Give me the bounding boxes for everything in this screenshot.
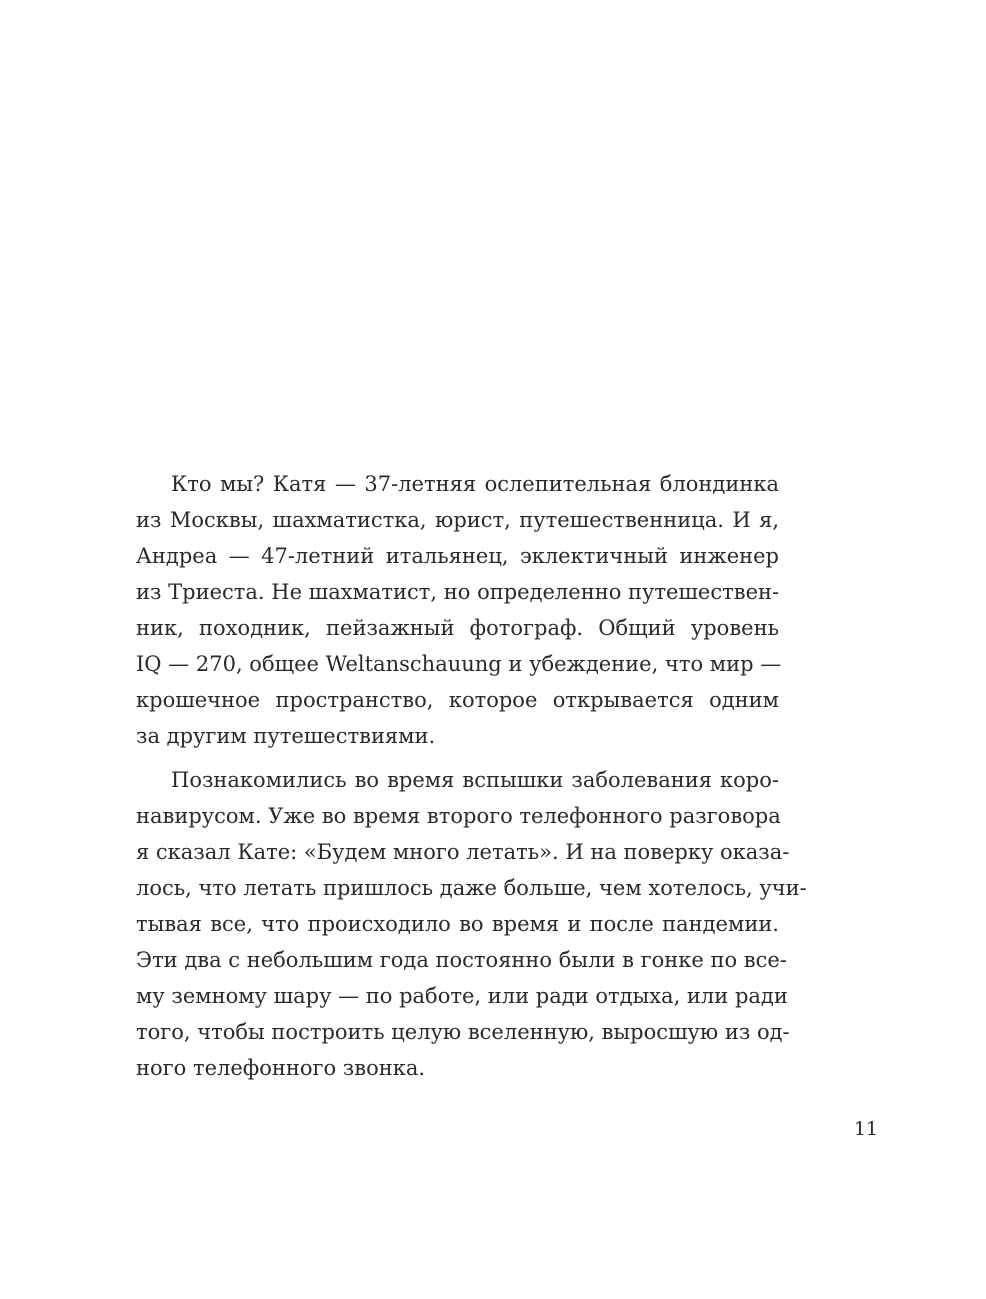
paragraph-2 <box>136 762 807 1086</box>
text-line: Андреа — 47-летний итальянец, эклектичный инженер <box>136 544 779 568</box>
text-line: Познакомились во время вспышки заболевания коро- <box>171 768 779 792</box>
text-line: навирусом. Уже во время второго телефонного разговора <box>136 804 781 828</box>
body-text <box>136 466 807 1086</box>
text-line: тывая все, что происходило во время и после пандемии. <box>136 912 779 936</box>
text-line: крошечное пространство, которое открывается одним <box>136 688 779 712</box>
page-number: 11 <box>853 1118 878 1140</box>
text-line: лось, что летать пришлось даже больше, чем хотелось, учи- <box>136 876 807 900</box>
text-line: IQ — 270, общее Weltanschauung и убеждение, что мир — <box>136 652 782 676</box>
text-line: из Триеста. Не шахматист, но определенно путешествен- <box>136 580 780 604</box>
text-line: му земному шару — по работе, или ради отдыха, или ради <box>136 984 788 1008</box>
text-line: ник, походник, пейзажный фотограф. Общий уровень <box>136 616 779 640</box>
text-line: за другим путешествиями. <box>136 724 436 748</box>
text-line: Кто мы? Катя — 37-летняя ослепительная блондинка <box>171 472 779 496</box>
text-line: я сказал Кате: «Будем много летать». И на поверку оказа- <box>136 840 790 864</box>
text-line: ного телефонного звонка. <box>136 1056 426 1080</box>
text-line: того, чтобы построить целую вселенную, выросшую из од- <box>136 1020 790 1044</box>
paragraph-1 <box>136 466 782 754</box>
text-line: Эти два с небольшим года постоянно были в гонке по все- <box>136 948 787 972</box>
text-line: из Москвы, шахматистка, юрист, путешественница. И я, <box>136 508 779 532</box>
